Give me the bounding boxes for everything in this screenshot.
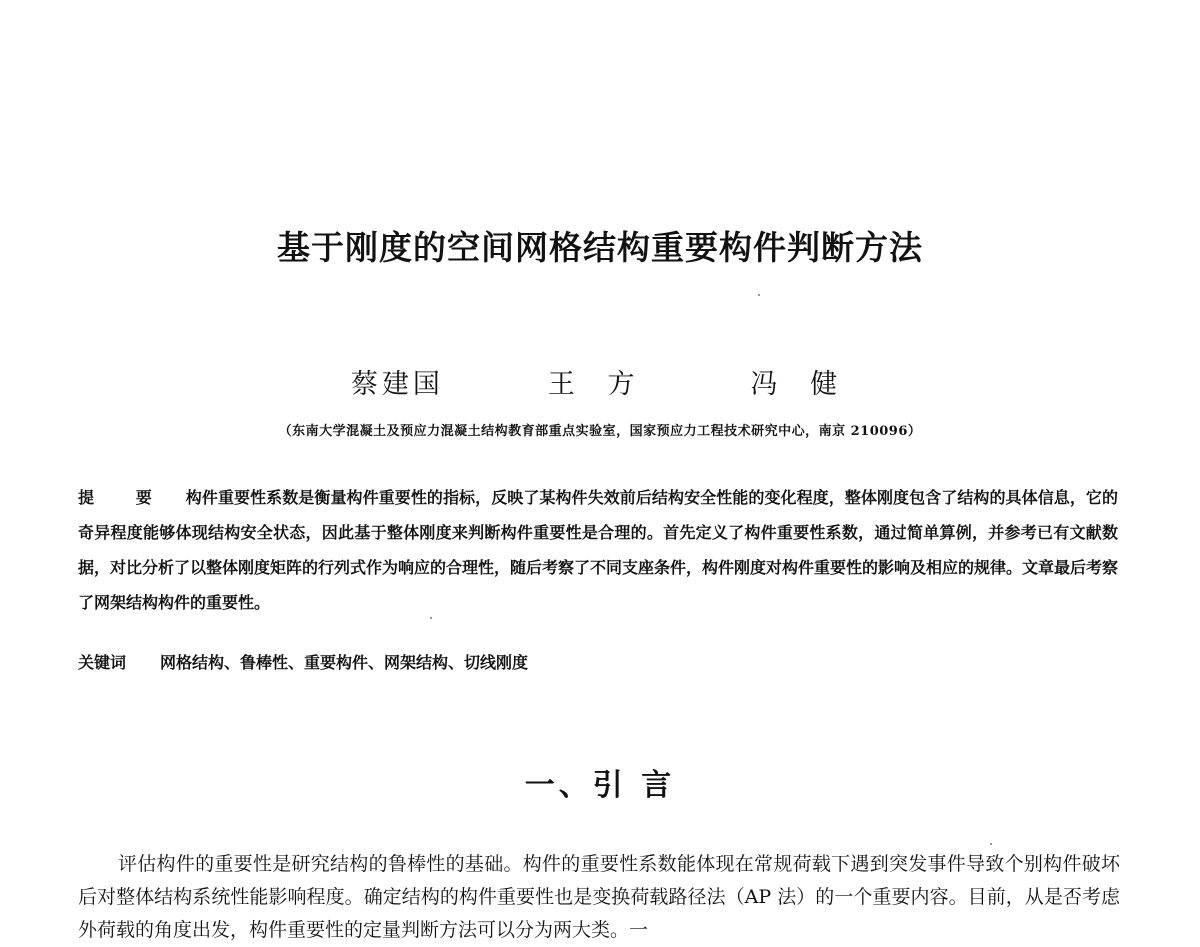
keywords-text: 网格结构、鲁棒性、重要构件、网架结构、切线刚度	[160, 653, 529, 672]
section-heading: 一、引 言	[524, 768, 676, 803]
affiliation: （东南大学混凝土及预应力混凝土结构教育部重点实验室，国家预应力工程技术研究中心，南京 210096）	[278, 424, 922, 439]
paper-title: 基于刚度的空间网格结构重要构件判断方法	[277, 228, 923, 267]
keywords-label: 关键词	[78, 653, 127, 672]
introduction-body	[78, 848, 1120, 947]
author-2: 王 方	[547, 369, 647, 400]
intro-paragraph: 评估构件的重要性是研究结构的鲁棒性的基础。构件的重要性系数能体现在常规荷载下遇到突发事件导致个别构件破坏后对整体结构系统性能影响程度。确定结构的构件重要性也是变换荷载路径法（AP 法）的一个重要内容。目前，从是否考虑外荷载的角度出发，构件重要性的定量判断方法可以分为两大类。一	[78, 853, 1120, 941]
abstract-text: 构件重要性系数是衡量构件重要性的指标，反映了某构件失效前后结构安全性能的变化程度，整体刚度包含了结构的具体信息，它的奇异程度能够体现结构安全状态，因此基于整体刚度来判断构件重要性是合理的。首先定义了构件重要性系数，通过简单算例，并参考已有文献数据，对比分析了以整体刚度矩阵的行列式作为响应的合理性，随后考察了不同支座条件，构件刚度对构件重要性的影响及相应的规律。文章最后考察了网架结构构件的重要性。	[78, 488, 1119, 612]
abstract-label: 提 要	[78, 488, 170, 507]
author-list	[0, 362, 1200, 401]
keywords	[78, 650, 1118, 673]
author-1: 蔡建国	[350, 369, 444, 400]
scan-speck	[990, 843, 992, 845]
abstract	[78, 480, 1118, 620]
scan-speck	[758, 294, 760, 296]
scan-speck	[430, 617, 432, 619]
author-3: 冯 健	[750, 369, 850, 400]
